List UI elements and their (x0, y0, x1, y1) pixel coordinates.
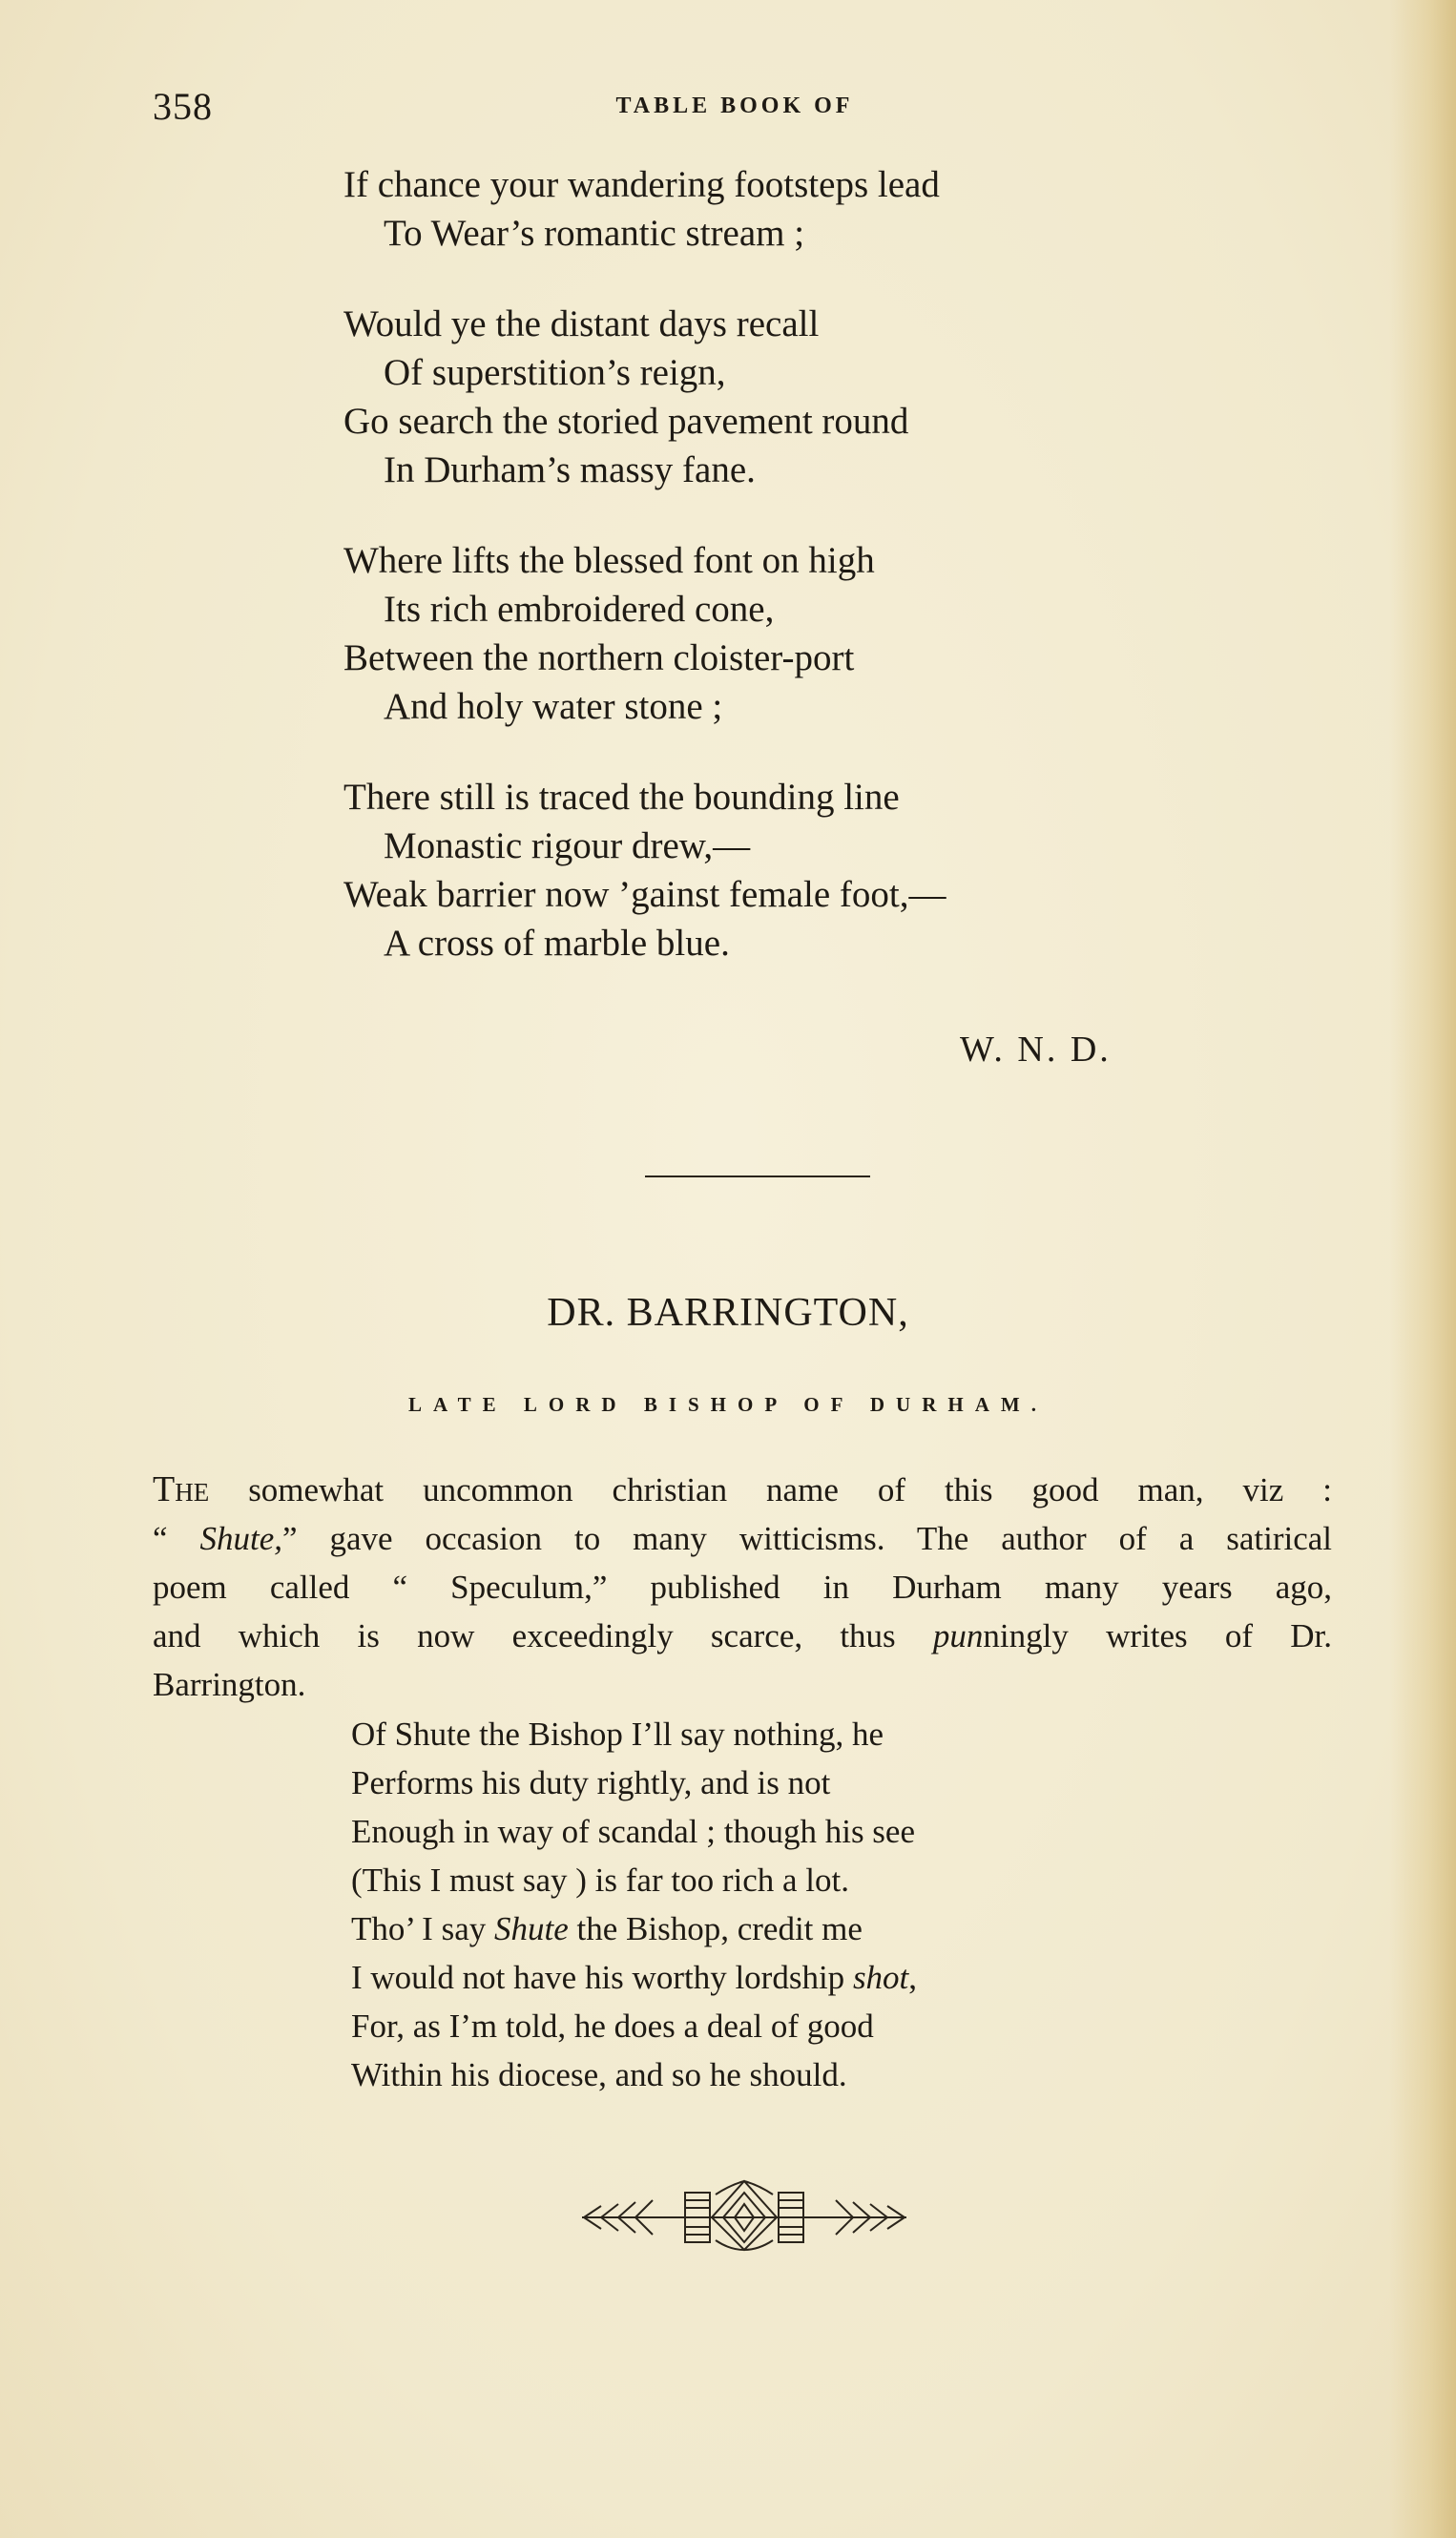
verse-line: Performs his duty rightly, and is not (351, 1764, 831, 1801)
poem-line: Between the northern cloister-port (343, 637, 855, 678)
poem-line: And holy water stone ; (384, 686, 723, 727)
poem (343, 160, 946, 1009)
paragraph-line (153, 1514, 1332, 1563)
poem-line: A cross of marble blue. (384, 923, 730, 964)
paragraph-text: somewhat uncommon christian name of this good man, viz : (209, 1471, 1332, 1508)
page-edge-shading (1389, 0, 1456, 2538)
italic-name: Shute, (199, 1520, 283, 1557)
paragraph-text: and which is now exceedingly scarce, thus (153, 1617, 933, 1654)
paragraph-line (153, 1612, 1332, 1660)
open-quote: “ (153, 1520, 200, 1557)
poem-line: Weak barrier now ’gainst female foot,— (343, 874, 946, 915)
verse-line: Within his diocese, and so he should. (351, 2056, 847, 2093)
article-subtitle: LATE LORD BISHOP OF DURHAM. (408, 1393, 1048, 1416)
verse-line (351, 1953, 917, 2002)
close-quote: ” (282, 1520, 298, 1557)
article-paragraph (153, 1466, 1332, 1709)
stanza (343, 160, 946, 258)
poem-line: If chance your wandering footsteps lead (343, 164, 940, 205)
poem-line: To Wear’s romantic stream ; (384, 213, 805, 254)
poem-line: Would ye the distant days recall (343, 303, 820, 344)
running-head: TABLE BOOK OF (615, 94, 854, 118)
verse-line: (This I must say ) is far too rich a lot. (351, 1862, 849, 1899)
paragraph-text: ningly writes of Dr. (983, 1617, 1332, 1654)
italic-pun: shot (852, 1959, 909, 1996)
verse-line: Enough in way of scandal ; though his see (351, 1813, 916, 1850)
verse-text: Tho’ I say (351, 1910, 494, 1947)
decorative-tailpiece-icon (572, 2175, 916, 2252)
article-title: DR. BARRINGTON, (547, 1291, 909, 1335)
verse-line (351, 1904, 917, 1953)
verse-text: , (908, 1959, 918, 1996)
poem-line: Monastic rigour drew,— (384, 825, 751, 866)
verse-text: I would not have his worthy lordship (351, 1959, 853, 1996)
italic-name: Shute (494, 1910, 569, 1947)
italic-pun: pun (932, 1617, 984, 1654)
section-divider (645, 1175, 870, 1177)
poem-line: In Durham’s massy fane. (384, 449, 756, 490)
poem-line: Where lifts the blessed font on high (343, 540, 875, 581)
poem-signature: W. N. D. (960, 1030, 1112, 1070)
page-number: 358 (153, 85, 213, 128)
verse-line: For, as I’m told, he does a deal of good (351, 2008, 874, 2045)
stanza (343, 300, 946, 494)
stanza (343, 773, 946, 967)
page-header (153, 84, 1317, 132)
paragraph-text: gave occasion to many witticisms. The author of a satirical (297, 1520, 1332, 1557)
paragraph-line: poem called “ Speculum,” published in Durham many years ago, (153, 1569, 1332, 1606)
stanza (343, 536, 946, 731)
drop-word: The (153, 1469, 210, 1509)
verse-text: the Bishop, credit me (568, 1910, 863, 1947)
paragraph-line (153, 1466, 1332, 1514)
quoted-verse (351, 1710, 917, 2099)
poem-line: Go search the storied pavement round (343, 401, 909, 442)
poem-line: There still is traced the bounding line (343, 777, 900, 818)
poem-line: Of superstition’s reign, (384, 352, 726, 393)
paragraph-line: Barrington. (153, 1666, 306, 1703)
verse-line: Of Shute the Bishop I’ll say nothing, he (351, 1716, 884, 1753)
poem-line: Its rich embroidered cone, (384, 589, 775, 630)
